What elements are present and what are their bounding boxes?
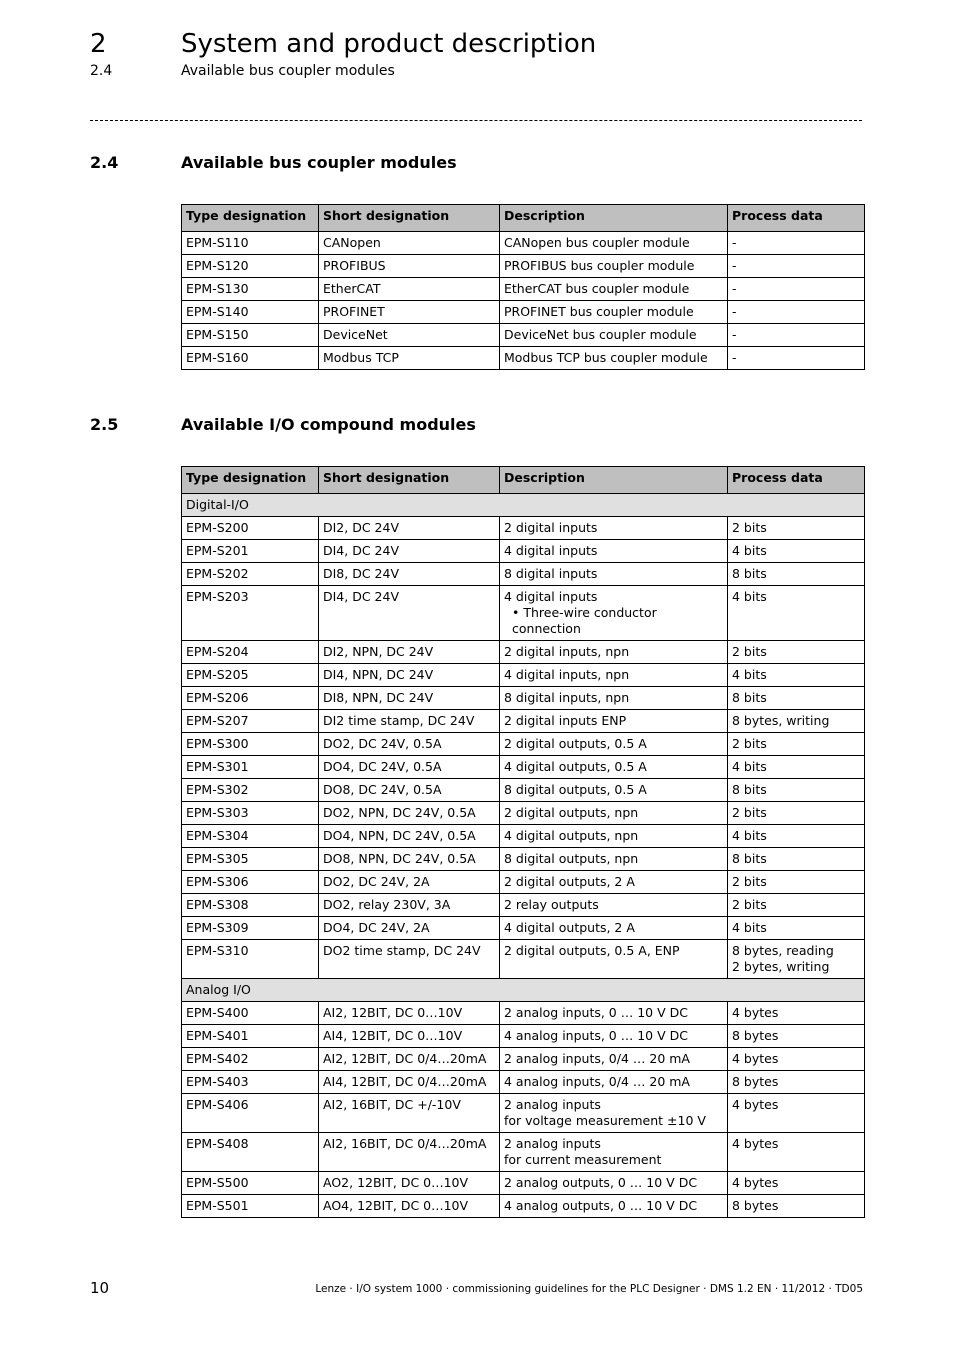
column-header: Type designation [182,205,319,232]
chapter-number: 2 [90,29,107,59]
table-cell [500,1172,728,1195]
cell-line: 8 bits [732,566,767,581]
table-cell: DI2, DC 24V [319,517,500,540]
table-cell: EPM-S203 [182,586,319,641]
cell-line: 2 analog inputs [504,1136,601,1151]
table-row [182,324,865,347]
cell-line: 2 analog outputs, 0 … 10 V DC [504,1175,698,1190]
table-cell [500,710,728,733]
table-cell [728,1172,865,1195]
cell-line: 4 bits [732,543,767,558]
column-header: Type designation [182,467,319,494]
table-cell: DI8, NPN, DC 24V [319,687,500,710]
table-cell [500,301,728,324]
table-cell: DO4, DC 24V, 0.5A [319,756,500,779]
cell-line: 2 bytes, writing [732,959,830,974]
table-header-row [182,467,865,494]
cell-line: PROFIBUS bus coupler module [504,258,695,273]
column-header: Short designation [319,205,500,232]
table-row [182,664,865,687]
table-cell: EPM-S400 [182,1002,319,1025]
table-cell [500,779,728,802]
cell-line: 2 bits [732,520,767,535]
table-row [182,756,865,779]
table-cell: EPM-S206 [182,687,319,710]
table-cell: EPM-S301 [182,756,319,779]
table-cell: EPM-S401 [182,1025,319,1048]
table-cell: EPM-S300 [182,733,319,756]
table-row [182,1071,865,1094]
table-cell: AI4, 12BIT, DC 0…10V [319,1025,500,1048]
table-row [182,940,865,979]
cell-line: 4 analog inputs, 0/4 … 20 mA [504,1074,690,1089]
cell-line: PROFINET bus coupler module [504,304,694,319]
table-cell: AO2, 12BIT, DC 0…10V [319,1172,500,1195]
table-cell: EPM-S305 [182,848,319,871]
section-number-io: 2.5 [90,415,119,434]
table-cell [500,848,728,871]
table-row [182,641,865,664]
table-cell [500,1195,728,1218]
table-cell: EPM-S130 [182,278,319,301]
column-header: Description [500,205,728,232]
cell-line: 8 bytes, writing [732,713,830,728]
table-cell: DO2, NPN, DC 24V, 0.5A [319,802,500,825]
cell-line: 8 digital outputs, 0.5 A [504,782,647,797]
table-cell: DI4, DC 24V [319,540,500,563]
cell-line: 2 digital inputs, npn [504,644,630,659]
table-cell [500,641,728,664]
column-header: Process data [728,467,865,494]
table-row [182,1048,865,1071]
section-number-bus: 2.4 [90,153,119,172]
cell-line: 2 digital outputs, npn [504,805,639,820]
table-cell: EPM-S302 [182,779,319,802]
io-compound-table [181,466,865,1218]
cell-line: 4 digital inputs, npn [504,667,630,682]
table-cell: EPM-S501 [182,1195,319,1218]
cell-line: - [732,258,737,273]
table-cell: EPM-S204 [182,641,319,664]
cell-line: 2 digital outputs, 0.5 A [504,736,647,751]
group-label: Analog I/O [182,979,865,1002]
table-cell: EPM-S403 [182,1071,319,1094]
table-row [182,540,865,563]
cell-line: 4 digital outputs, 2 A [504,920,635,935]
cell-line: 4 digital inputs [504,543,598,558]
cell-line: 8 bits [732,782,767,797]
cell-line: 4 bits [732,759,767,774]
table-cell: EPM-S140 [182,301,319,324]
table-cell: EPM-S110 [182,232,319,255]
table-cell [500,255,728,278]
table-cell: DI8, DC 24V [319,563,500,586]
table-cell [728,255,865,278]
table-row [182,779,865,802]
table-cell: EPM-S406 [182,1094,319,1133]
column-header: Description [500,467,728,494]
table-cell: EPM-S202 [182,563,319,586]
table-cell [500,517,728,540]
table-cell: Modbus TCP [319,347,500,370]
cell-line: - [732,235,737,250]
table-row [182,347,865,370]
cell-line: DeviceNet bus coupler module [504,327,697,342]
cell-line: 4 bytes [732,1097,779,1112]
cell-line: - [732,281,737,296]
table-cell [728,825,865,848]
table-cell: AI2, 12BIT, DC 0…10V [319,1002,500,1025]
table-cell [500,756,728,779]
table-cell [728,1002,865,1025]
cell-line: 2 bits [732,874,767,889]
table-cell: EPM-S402 [182,1048,319,1071]
table-cell [728,1025,865,1048]
cell-line: 4 digital inputs [504,589,598,604]
cell-line: 2 digital inputs ENP [504,713,627,728]
table-cell [728,687,865,710]
header-divider [90,120,862,121]
table-cell: AI2, 12BIT, DC 0/4…20mA [319,1048,500,1071]
table-cell [728,278,865,301]
table-cell: DO8, NPN, DC 24V, 0.5A [319,848,500,871]
cell-line: - [732,304,737,319]
table-row [182,917,865,940]
cell-line: 4 bits [732,828,767,843]
table-cell [728,1195,865,1218]
table-row [182,1172,865,1195]
cell-line: 2 analog inputs, 0/4 … 20 mA [504,1051,690,1066]
table-cell: DI2, NPN, DC 24V [319,641,500,664]
table-row [182,1195,865,1218]
cell-line: 2 relay outputs [504,897,599,912]
table-row [182,733,865,756]
table-cell [728,1094,865,1133]
table-cell [728,917,865,940]
table-cell: EPM-S500 [182,1172,319,1195]
table-cell [728,641,865,664]
table-cell: EPM-S306 [182,871,319,894]
cell-line: 4 analog outputs, 0 … 10 V DC [504,1198,698,1213]
table-cell [728,586,865,641]
table-cell [728,733,865,756]
table-cell: EPM-S303 [182,802,319,825]
bus-table-body [182,232,865,370]
table-cell: DO2, DC 24V, 0.5A [319,733,500,756]
table-cell: EPM-S200 [182,517,319,540]
cell-line: 2 bits [732,805,767,820]
cell-line: 8 digital outputs, npn [504,851,639,866]
table-cell [500,1002,728,1025]
cell-line: 8 bytes [732,1074,779,1089]
chapter-title: System and product description [181,29,597,59]
io-table-body [182,494,865,1218]
cell-line: 2 analog inputs, 0 … 10 V DC [504,1005,688,1020]
table-cell [500,1071,728,1094]
subsection-title: Available bus coupler modules [181,63,395,79]
cell-line: 2 bits [732,644,767,659]
table-cell [728,940,865,979]
table-row [182,517,865,540]
table-cell [728,871,865,894]
section-title-io: Available I/O compound modules [181,415,476,434]
table-cell [728,540,865,563]
table-cell: AI4, 12BIT, DC 0/4…20mA [319,1071,500,1094]
table-cell [500,1048,728,1071]
cell-line: 4 bytes [732,1136,779,1151]
table-cell [728,756,865,779]
table-cell [728,894,865,917]
table-cell: EPM-S308 [182,894,319,917]
cell-line: - [732,350,737,365]
table-cell: EPM-S205 [182,664,319,687]
table-cell [500,802,728,825]
table-cell [728,664,865,687]
table-cell: AI2, 16BIT, DC +/-10V [319,1094,500,1133]
table-cell [728,1071,865,1094]
table-cell [728,1048,865,1071]
table-cell [500,940,728,979]
table-cell [500,825,728,848]
column-header: Process data [728,205,865,232]
table-cell: PROFIBUS [319,255,500,278]
table-cell [728,779,865,802]
table-cell [500,733,728,756]
table-row [182,1002,865,1025]
table-header-row [182,205,865,232]
table-row [182,586,865,641]
table-cell: DO4, NPN, DC 24V, 0.5A [319,825,500,848]
table-cell [500,278,728,301]
table-cell: EPM-S309 [182,917,319,940]
table-cell: EPM-S310 [182,940,319,979]
table-cell: EPM-S160 [182,347,319,370]
subsection-number: 2.4 [90,63,113,79]
table-cell: DO8, DC 24V, 0.5A [319,779,500,802]
table-row [182,232,865,255]
cell-line: 4 bits [732,589,767,604]
table-cell: EtherCAT [319,278,500,301]
table-cell [500,232,728,255]
table-cell [500,586,728,641]
table-cell: DO2 time stamp, DC 24V [319,940,500,979]
column-header: Short designation [319,467,500,494]
table-cell [728,563,865,586]
table-row [182,1025,865,1048]
cell-line: 2 digital outputs, 0.5 A, ENP [504,943,680,958]
bus-coupler-table [181,204,865,370]
cell-line: 4 analog inputs, 0 … 10 V DC [504,1028,688,1043]
table-cell: DO2, DC 24V, 2A [319,871,500,894]
table-cell [728,1133,865,1172]
page-number: 10 [90,1279,110,1297]
cell-bullet-line: • Three-wire conductor connection [512,605,657,636]
table-cell [728,347,865,370]
table-cell: AO4, 12BIT, DC 0…10V [319,1195,500,1218]
table-cell: EPM-S201 [182,540,319,563]
section-title-bus: Available bus coupler modules [181,153,457,172]
cell-line: 8 bits [732,851,767,866]
table-cell [500,347,728,370]
cell-line: - [732,327,737,342]
table-row [182,710,865,733]
cell-line: 8 bytes, reading [732,943,834,958]
table-cell: DO2, relay 230V, 3A [319,894,500,917]
cell-line: 2 digital inputs [504,520,598,535]
group-label: Digital-I/O [182,494,865,517]
table-cell: DI4, NPN, DC 24V [319,664,500,687]
table-cell [728,517,865,540]
cell-line: 8 bits [732,690,767,705]
table-row [182,301,865,324]
table-cell [728,848,865,871]
cell-line: 4 bits [732,667,767,682]
table-row [182,894,865,917]
cell-line: 4 digital outputs, npn [504,828,639,843]
table-cell [500,540,728,563]
table-row [182,1133,865,1172]
table-cell [728,324,865,347]
cell-line: EtherCAT bus coupler module [504,281,690,296]
cell-line: 4 bytes [732,1051,779,1066]
cell-line: 4 bytes [732,1175,779,1190]
cell-line: Modbus TCP bus coupler module [504,350,708,365]
table-cell [500,324,728,347]
table-row [182,871,865,894]
table-row [182,825,865,848]
table-cell: AI2, 16BIT, DC 0/4…20mA [319,1133,500,1172]
table-row [182,802,865,825]
table-cell [500,917,728,940]
table-cell [728,802,865,825]
table-cell: EPM-S120 [182,255,319,278]
table-row [182,255,865,278]
table-cell: EPM-S207 [182,710,319,733]
table-cell: DO4, DC 24V, 2A [319,917,500,940]
cell-line: CANopen bus coupler module [504,235,690,250]
table-cell [728,232,865,255]
cell-line: 8 digital inputs [504,566,598,581]
table-cell: EPM-S150 [182,324,319,347]
cell-line: 2 analog inputs [504,1097,601,1112]
table-cell: EPM-S304 [182,825,319,848]
table-cell [500,871,728,894]
table-cell: DeviceNet [319,324,500,347]
table-cell: EPM-S408 [182,1133,319,1172]
cell-line: 4 bits [732,920,767,935]
cell-line: 2 bits [732,736,767,751]
table-cell [500,687,728,710]
cell-line: 2 bits [732,897,767,912]
group-row [182,494,865,517]
table-cell [500,664,728,687]
table-cell [500,1094,728,1133]
cell-line: for current measurement [504,1152,662,1167]
table-cell: DI2 time stamp, DC 24V [319,710,500,733]
table-cell [500,1025,728,1048]
cell-line: 8 digital inputs, npn [504,690,630,705]
cell-line: 4 digital outputs, 0.5 A [504,759,647,774]
table-row [182,848,865,871]
cell-line: 4 bytes [732,1005,779,1020]
table-row [182,1094,865,1133]
table-cell [728,301,865,324]
cell-line: 8 bytes [732,1028,779,1043]
table-row [182,687,865,710]
table-cell [500,894,728,917]
table-cell: PROFINET [319,301,500,324]
cell-line: for voltage measurement ±10 V [504,1113,706,1128]
table-cell [500,1133,728,1172]
group-row [182,979,865,1002]
cell-line: 2 digital outputs, 2 A [504,874,635,889]
table-cell [728,710,865,733]
table-cell [500,563,728,586]
table-cell: CANopen [319,232,500,255]
table-row [182,278,865,301]
table-row [182,563,865,586]
footer-text: Lenze · I/O system 1000 · commissioning guidelines for the PLC Designer · DMS 1.2 EN · 11/2012 · TD05 [315,1283,863,1295]
cell-line: 8 bytes [732,1198,779,1213]
table-cell: DI4, DC 24V [319,586,500,641]
